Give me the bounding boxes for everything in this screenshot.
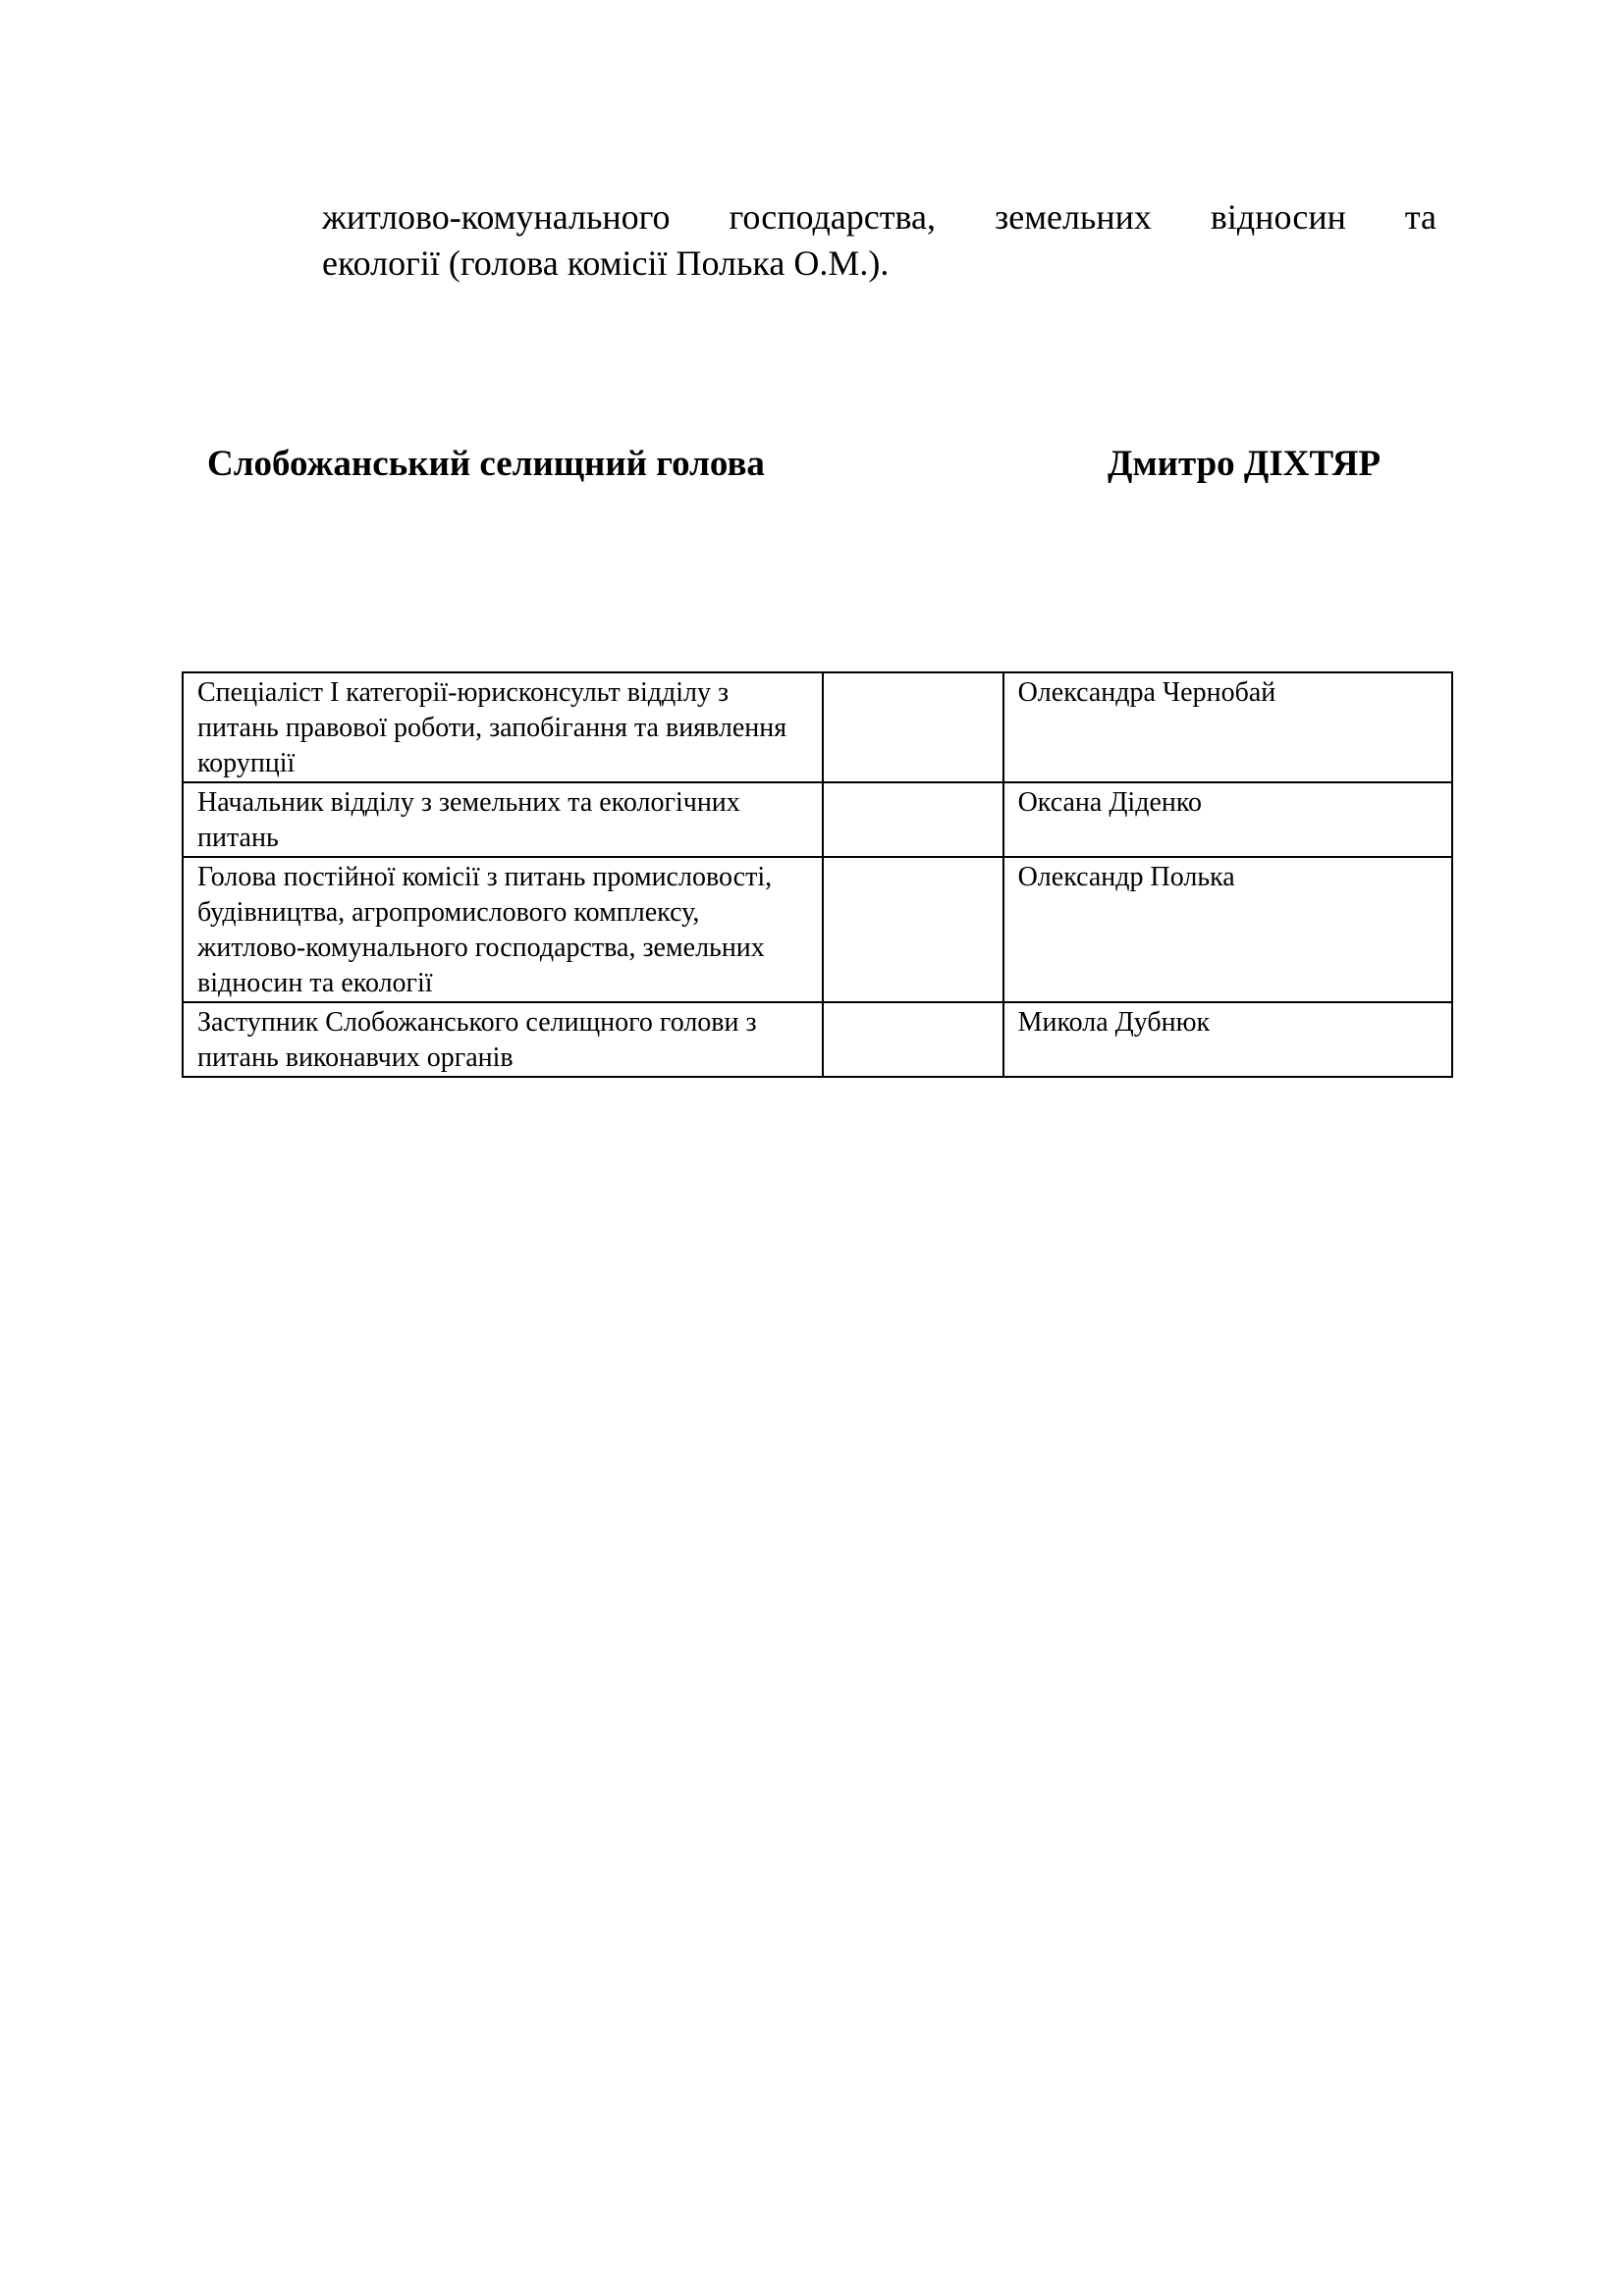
continuation-paragraph bbox=[322, 194, 1436, 287]
table-row bbox=[183, 1002, 1452, 1077]
signature-cell bbox=[823, 672, 1002, 782]
signatory-name: Дмитро ДІХТЯР bbox=[1108, 444, 1381, 484]
approver-name: Оксана Діденко bbox=[1003, 782, 1452, 857]
approver-name: Микола Дубнюк bbox=[1003, 1002, 1452, 1077]
table-row bbox=[183, 857, 1452, 1002]
signature-cell bbox=[823, 857, 1002, 1002]
signature-cell bbox=[823, 782, 1002, 857]
approver-position: Начальник відділу з земельних та екологічних питань bbox=[183, 782, 823, 857]
approval-table bbox=[182, 671, 1453, 1078]
approver-position: Спеціаліст I категорії-юрисконсульт відділу з питань правової роботи, запобігання та виявлення корупції bbox=[183, 672, 823, 782]
continuation-line-2: екології (голова комісії Полька О.М.). bbox=[322, 243, 890, 283]
signature-cell bbox=[823, 1002, 1002, 1077]
signatory-title: Слобожанський селищний голова bbox=[207, 444, 765, 484]
table-row bbox=[183, 672, 1452, 782]
approver-name: Олександр Полька bbox=[1003, 857, 1452, 1002]
approver-name: Олександра Чернобай bbox=[1003, 672, 1452, 782]
continuation-line-1: житлово-комунального господарства, земельних відносин та bbox=[322, 197, 1436, 237]
approver-position: Заступник Слобожанського селищного голови з питань виконавчих органів bbox=[183, 1002, 823, 1077]
table-row bbox=[183, 782, 1452, 857]
approver-position: Голова постійної комісії з питань промисловості, будівництва, агропромислового комплексу, житлово-комунального господарства, земельних відносин та екології bbox=[183, 857, 823, 1002]
